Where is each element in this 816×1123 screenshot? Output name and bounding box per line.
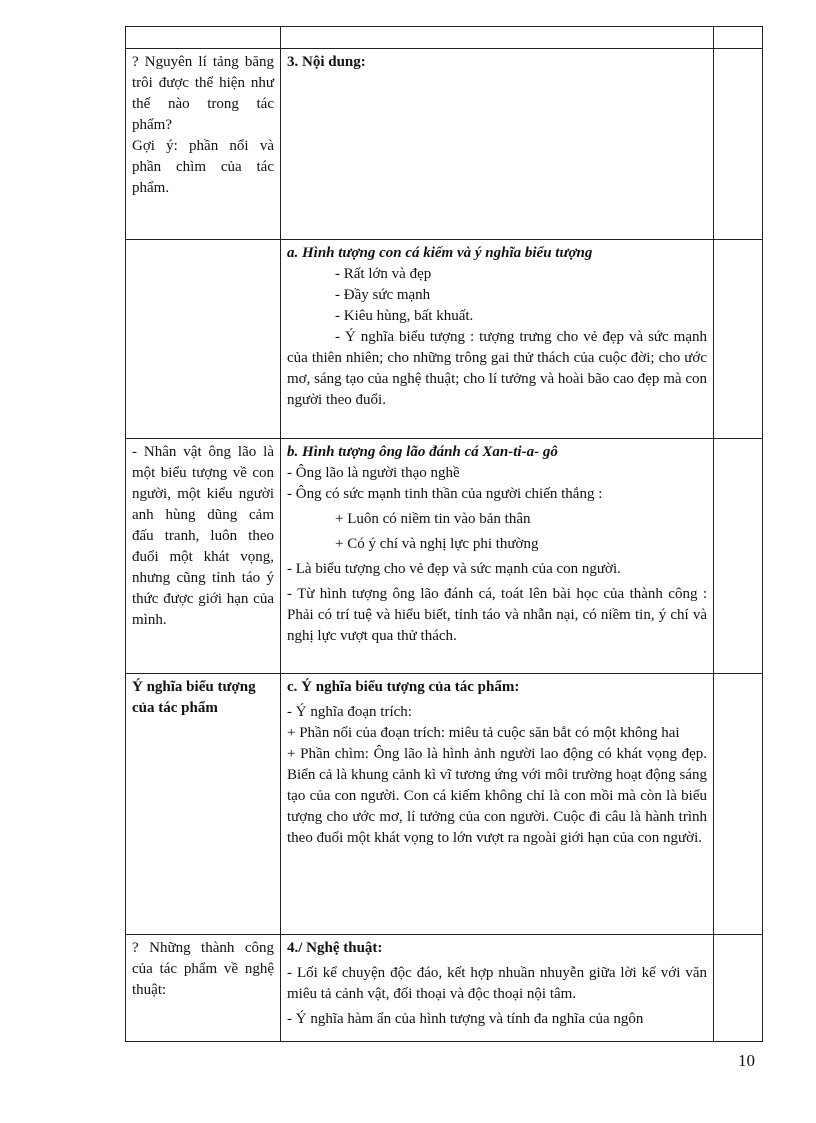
content-cell <box>281 240 714 439</box>
list-item: - Rất lớn và đẹp <box>335 266 432 282</box>
left-cell <box>126 240 281 439</box>
section-heading: 3. Nội dung: <box>287 54 366 70</box>
table-row <box>126 439 763 674</box>
table-row <box>126 935 763 1042</box>
list-item: + Luôn có niềm tin vào bản thân <box>335 511 531 527</box>
list-item: - Ý nghĩa đoạn trích: <box>287 704 412 720</box>
section-heading: a. Hình tượng con cá kiếm và ý nghĩa biểu tượng <box>287 245 593 261</box>
hint-text: Gợi ý: phần nổi và phần chìm của tác phẩm. <box>132 138 274 196</box>
list-item: - Ông có sức mạnh tinh thần của người chiến thắng : <box>287 486 603 502</box>
lesson-table <box>125 26 763 1042</box>
note-text: - Nhân vật ông lão là một biểu tượng về con người, một kiểu người anh hùng dũng cảm đấu tranh, luôn theo đuổi một khát vọng, nhưng cũng tỉnh táo ý thức được giới hạn của mình. <box>132 444 274 628</box>
question-text: ? Nguyên lí tảng băng trôi được thể hiện như thế nào trong tác phẩm? <box>132 54 274 133</box>
left-cell <box>126 49 281 240</box>
table-cell <box>126 27 281 49</box>
table-cell <box>714 439 763 674</box>
paragraph: + Phần chìm: Ông lão là hình ảnh người lao động có khát vọng đẹp. Biển cả là khung cảnh kì vĩ tương ứng với môi trường hoạt động sáng tạo của con người. Con cá kiếm không chỉ là con mồi mà còn là biểu tượng cho ước mơ, lí tưởng của con người. Cuộc đi câu là hành trình theo đuổi một khát vọng to lớn vượt ra ngoài giới hạn của con người. <box>287 746 707 846</box>
table-cell <box>714 49 763 240</box>
table-cell <box>281 27 714 49</box>
note-text: Ý nghĩa biểu tượng của tác phẩm <box>132 679 256 716</box>
content-cell <box>281 674 714 935</box>
section-heading: 4./ Nghệ thuật: <box>287 940 383 956</box>
list-item: - Ông lão là người thạo nghề <box>287 465 460 481</box>
section-heading: c. Ý nghĩa biểu tượng của tác phẩm: <box>287 679 520 695</box>
question-text: ? Những thành công của tác phẩm về nghệ thuật: <box>132 940 274 998</box>
paragraph: - Ý nghĩa biểu tượng : tượng trưng cho vẻ đẹp và sức mạnh của thiên nhiên; cho những trông gai thử thách của cuộc đời; cho ước mơ, sáng tạo của nghệ thuật; cho lí tưởng và hoài bão cao đẹp mà con người theo đuổi. <box>287 329 707 408</box>
left-cell <box>126 935 281 1042</box>
table-cell <box>714 935 763 1042</box>
paragraph: - Lối kể chuyện độc đáo, kết hợp nhuần nhuyễn giữa lời kể với văn miêu tả cảnh vật, đối thoại và độc thoại nội tâm. <box>287 965 707 1002</box>
content-cell <box>281 49 714 240</box>
left-cell <box>126 439 281 674</box>
left-cell <box>126 674 281 935</box>
table-row <box>126 27 763 49</box>
paragraph: - Từ hình tượng ông lão đánh cá, toát lên bài học của thành công : Phải có trí tuệ và hiểu biết, tỉnh táo và nhẫn nại, có niềm tin, ý chí và nghị lực vượt qua thử thách. <box>287 586 707 644</box>
table-cell <box>714 27 763 49</box>
list-item: + Phần nổi của đoạn trích: miêu tả cuộc săn bắt có một không hai <box>287 725 680 741</box>
page-number: 10 <box>738 1051 755 1070</box>
list-item: + Có ý chí và nghị lực phi thường <box>335 536 539 552</box>
table-row <box>126 240 763 439</box>
section-heading: b. Hình tượng ông lão đánh cá Xan-ti-a- gô <box>287 444 558 460</box>
table-row <box>126 674 763 935</box>
list-item: - Là biểu tượng cho vẻ đẹp và sức mạnh của con người. <box>287 561 621 577</box>
table-cell <box>714 674 763 935</box>
content-cell <box>281 439 714 674</box>
paragraph: - Ý nghĩa hàm ẩn của hình tượng và tính đa nghĩa của ngôn <box>287 1011 644 1027</box>
list-item: - Kiêu hùng, bất khuất. <box>335 308 474 324</box>
table-row <box>126 49 763 240</box>
list-item: - Đầy sức mạnh <box>335 287 431 303</box>
content-cell <box>281 935 714 1042</box>
table-cell <box>714 240 763 439</box>
